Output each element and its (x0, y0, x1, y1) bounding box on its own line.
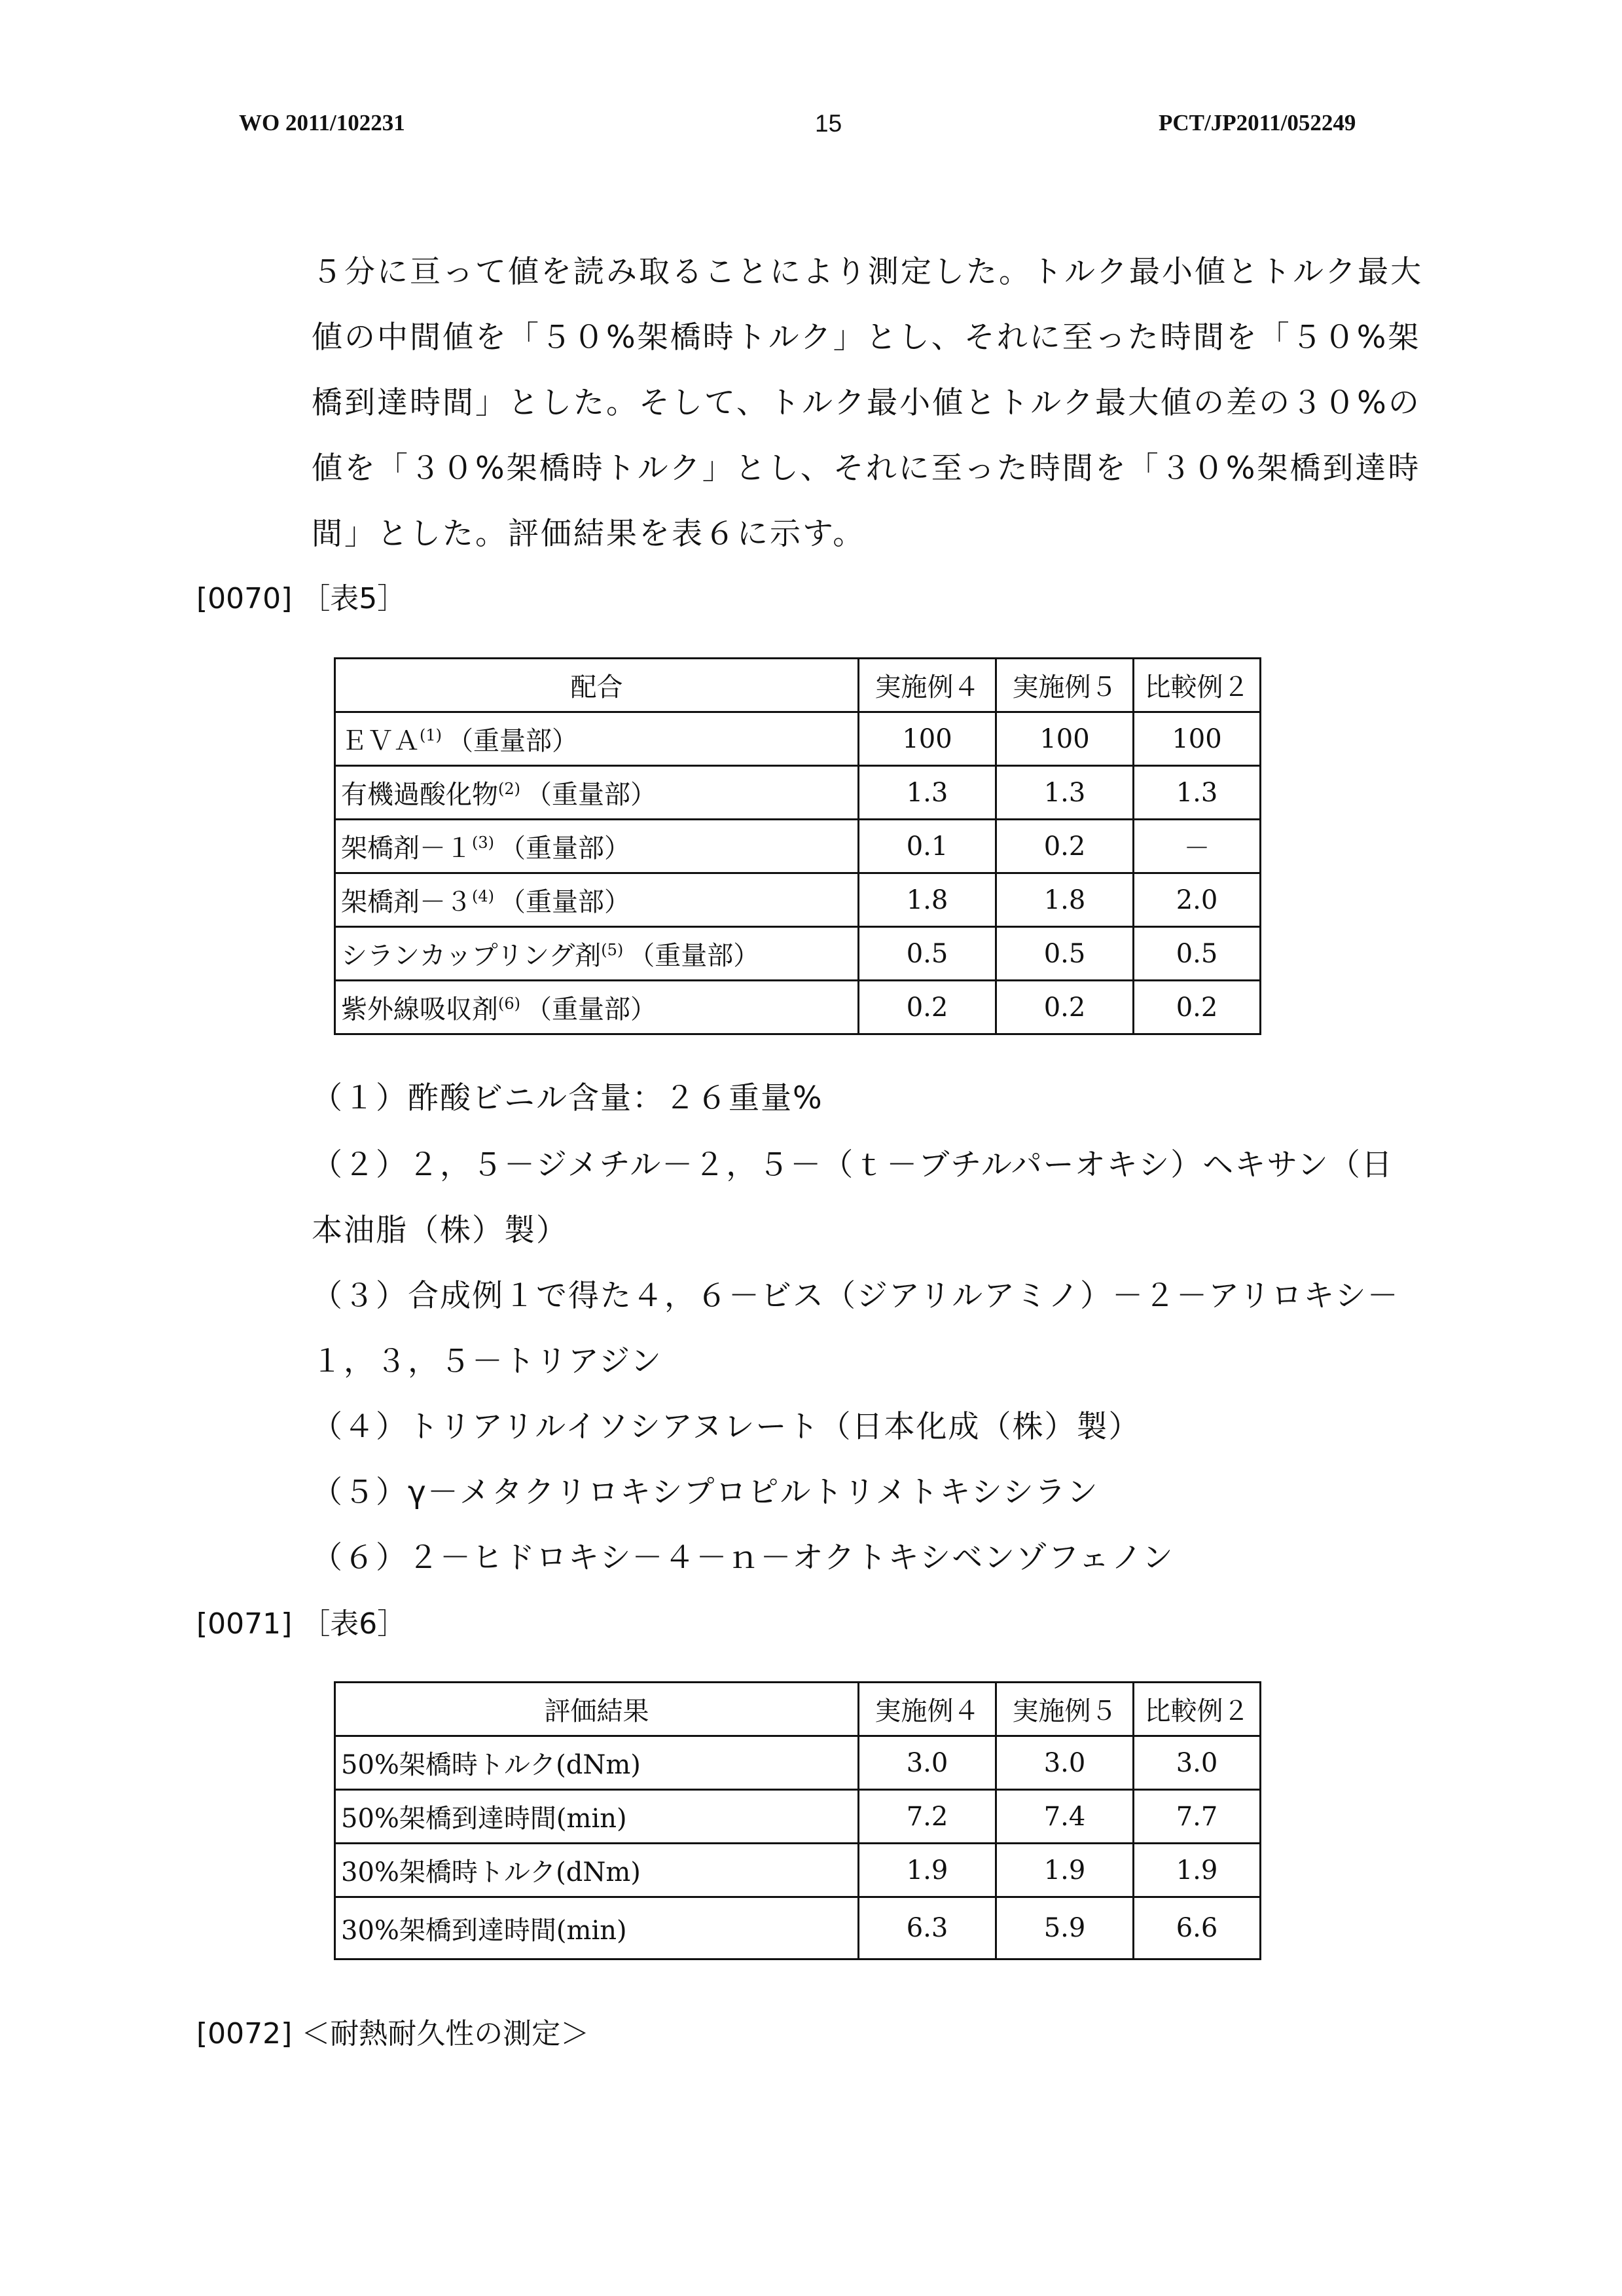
cell-value: 1.9 (859, 1844, 996, 1897)
table-row (335, 820, 1261, 873)
row-label: 有機過酸化物$^{(2)}$ （重量部） (335, 766, 859, 820)
paragraph-0071-heading (196, 1600, 406, 1642)
table-label: ［表6］ (301, 1607, 406, 1641)
row-label: 架橋剤$-3^{(4)}$ （重量部） (335, 873, 859, 927)
row-label: ＥＶＡ$^{(1)}$ （重量部） (335, 712, 859, 766)
cell-value: 7.7 (1134, 1790, 1261, 1844)
column-header: 配合 (335, 659, 859, 712)
cell-value: 1.9 (996, 1844, 1134, 1897)
table-row (335, 1844, 1261, 1897)
cell-value: 1.8 (996, 873, 1134, 927)
row-label: 30%架橋到達時間(min) (335, 1897, 859, 1959)
cell-value: 7.2 (859, 1790, 996, 1844)
paragraph-line: 値の中間値を「５０%架橋時トルク」とし、それに至った時間を「５０%架 (312, 319, 1421, 355)
footnote-continuation: 本油脂（株）製） (312, 1212, 568, 1248)
column-header: 評価結果 (335, 1683, 859, 1736)
table-5 (334, 657, 1261, 1035)
paragraph-0070-heading (196, 575, 406, 617)
application-number: PCT/JP2011/052249 (1159, 110, 1356, 136)
paragraph-number: [0071] (196, 1607, 293, 1641)
footnote: （４）トリアリルイソシアヌレート（日本化成（株）製） (312, 1409, 1141, 1445)
column-header: 実施例４ (859, 1683, 996, 1736)
cell-value: 2.0 (1134, 873, 1261, 927)
table-6 (334, 1681, 1261, 1960)
cell-value: 0.2 (1134, 981, 1261, 1034)
column-header: 比較例２ (1134, 659, 1261, 712)
cell-value: 100 (996, 712, 1134, 766)
row-label: 紫外線吸収剤$^{(6)}$ （重量部） (335, 981, 859, 1034)
cell-value: 1.9 (1134, 1844, 1261, 1897)
cell-value: 5.9 (996, 1897, 1134, 1959)
footnote: （５）γ－メタクリロキシプロピルトリメトキシシラン (312, 1474, 1099, 1510)
cell-value: 1.3 (996, 766, 1134, 820)
table-header-row (335, 659, 1261, 712)
cell-value: 7.4 (996, 1790, 1134, 1844)
table-row (335, 712, 1261, 766)
table-row (335, 1790, 1261, 1844)
cell-value: 100 (1134, 712, 1261, 766)
footnote: （１）酢酸ビニル含量：２６重量% (312, 1080, 823, 1116)
table-row (335, 1736, 1261, 1790)
table-row (335, 1897, 1261, 1959)
page-number: 15 (815, 110, 842, 137)
table-row (335, 927, 1261, 981)
table-label: ［表5］ (301, 582, 406, 615)
footnote: （３）合成例１で得た４，６－ビス（ジアリルアミノ）－２－アリロキシ－ (312, 1278, 1399, 1314)
cell-value: 0.5 (859, 927, 996, 981)
publication-number: WO 2011/102231 (239, 110, 405, 136)
paragraph-0072-heading (196, 2010, 589, 2052)
table-row (335, 981, 1261, 1034)
paragraph-number: [0070] (196, 582, 293, 615)
cell-value: 3.0 (1134, 1736, 1261, 1790)
cell-value: 0.2 (996, 820, 1134, 873)
footnote-continuation: １，３，５－トリアジン (312, 1343, 662, 1379)
table-row (335, 873, 1261, 927)
column-header: 実施例４ (859, 659, 996, 712)
cell-value: 6.3 (859, 1897, 996, 1959)
paragraph-number: [0072] (196, 2017, 293, 2050)
row-label: 50%架橋時トルク(dNm) (335, 1736, 859, 1790)
cell-value: 3.0 (859, 1736, 996, 1790)
cell-value: 0.2 (859, 981, 996, 1034)
cell-value: 3.0 (996, 1736, 1134, 1790)
cell-value: 6.6 (1134, 1897, 1261, 1959)
table-header-row (335, 1683, 1261, 1736)
cell-value: 0.2 (996, 981, 1134, 1034)
cell-value: 0.5 (996, 927, 1134, 981)
cell-value: 1.3 (1134, 766, 1261, 820)
cell-value: － (1134, 820, 1261, 873)
paragraph-line: ５分に亘って値を読み取ることにより測定した。トルク最小値とトルク最大 (312, 254, 1424, 290)
cell-value: 1.8 (859, 873, 996, 927)
column-header: 実施例５ (996, 1683, 1134, 1736)
row-label: 架橋剤$-1^{(3)}$ （重量部） (335, 820, 859, 873)
paragraph-line: 間」とした。評価結果を表６に示す。 (312, 516, 866, 552)
table-row (335, 766, 1261, 820)
footnote: （２）２，５－ジメチル－２，５－（ｔ－ブチルパーオキシ）ヘキサン（日 (312, 1147, 1394, 1183)
column-header: 比較例２ (1134, 1683, 1261, 1736)
row-label: シランカップリング剤$^{(5)}$ （重量部） (335, 927, 859, 981)
cell-value: 0.5 (1134, 927, 1261, 981)
footnote: （６）２－ヒドロキシ－４－ｎ－オクトキシベンゾフェノン (312, 1540, 1174, 1576)
cell-value: 0.1 (859, 820, 996, 873)
row-label: 30%架橋時トルク(dNm) (335, 1844, 859, 1897)
cell-value: 1.3 (859, 766, 996, 820)
paragraph-line: 値を「３０%架橋時トルク」とし、それに至った時間を「３０%架橋到達時 (312, 450, 1421, 486)
cell-value: 100 (859, 712, 996, 766)
section-title: ＜耐熱耐久性の測定＞ (301, 2017, 590, 2050)
paragraph-line: 橋到達時間」とした。そして、トルク最小値とトルク最大値の差の３０%の (312, 385, 1421, 421)
column-header: 実施例５ (996, 659, 1134, 712)
row-label: 50%架橋到達時間(min) (335, 1790, 859, 1844)
